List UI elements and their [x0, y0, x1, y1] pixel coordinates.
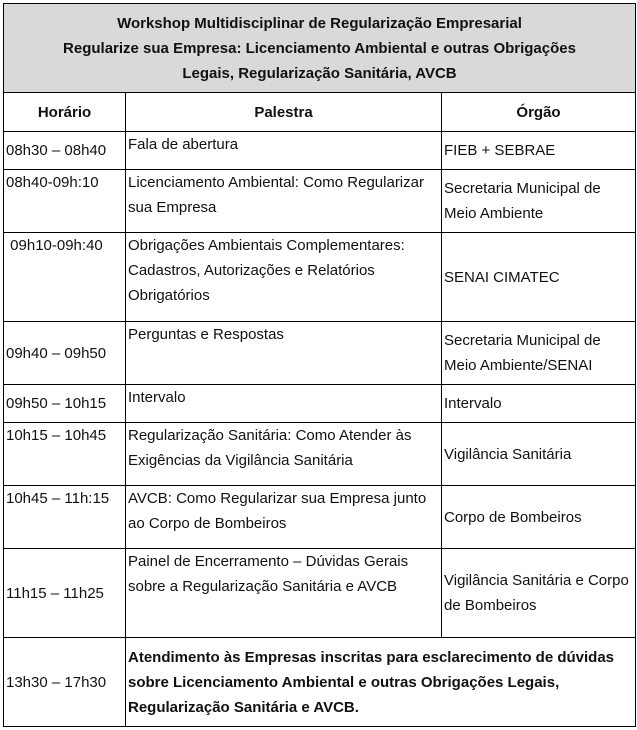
table-row [4, 233, 636, 322]
row-org: Vigilância Sanitária e Corpo de Bombeiros [442, 549, 636, 638]
row-org: Secretaria Municipal de Meio Ambiente [442, 170, 636, 233]
row-time: 11h15 – 11h25 [4, 549, 126, 638]
row-talk: AVCB: Como Regularizar sua Empresa junto ao Corpo de Bombeiros [126, 486, 442, 549]
table-row [4, 132, 636, 170]
table-row [4, 423, 636, 486]
table-row [4, 322, 636, 385]
row-talk: Regularização Sanitária: Como Atender às Exigências da Vigilância Sanitária [126, 423, 442, 486]
header-org: Órgão [442, 93, 636, 132]
row-org: Intervalo [442, 385, 636, 423]
row-time: 08h40-09h:10 [4, 170, 126, 233]
table-row [4, 486, 636, 549]
row-time: 13h30 – 17h30 [4, 638, 126, 727]
row-org: FIEB + SEBRAE [442, 132, 636, 170]
row-talk: Licenciamento Ambiental: Como Regularizar sua Empresa [126, 170, 442, 233]
row-talk: Intervalo [126, 385, 442, 423]
agenda-table [3, 3, 636, 727]
row-time: 10h45 – 11h:15 [4, 486, 126, 549]
row-org: SENAI CIMATEC [442, 233, 636, 322]
row-talk: Obrigações Ambientais Complementares: Cadastros, Autorizações e Relatórios Obrigatórios [126, 233, 442, 322]
title-line-2: Regularize sua Empresa: Licenciamento Ambiental e outras Obrigações [63, 39, 576, 57]
row-talk: Fala de abertura [126, 132, 442, 170]
table-row [4, 170, 636, 233]
table-title [4, 4, 636, 93]
row-talk: Perguntas e Respostas [126, 322, 442, 385]
title-line-3: Legais, Regularização Sanitária, AVCB [182, 64, 457, 82]
row-time: 09h40 – 09h50 [4, 322, 126, 385]
row-talk: Painel de Encerramento – Dúvidas Gerais sobre a Regularização Sanitária e AVCB [126, 549, 442, 638]
title-row [4, 4, 636, 93]
table-row-final [4, 638, 636, 727]
header-time: Horário [4, 93, 126, 132]
row-time: 09h50 – 10h15 [4, 385, 126, 423]
service-note: Atendimento às Empresas inscritas para esclarecimento de dúvidas sobre Licenciamento Ambiental e outras Obrigações Legais, Regularização Sanitária e AVCB. [126, 638, 636, 727]
header-row [4, 93, 636, 132]
row-org: Secretaria Municipal de Meio Ambiente/SENAI [442, 322, 636, 385]
title-line-1: Workshop Multidisciplinar de Regularização Empresarial [117, 14, 522, 32]
table-row [4, 385, 636, 423]
row-time: 08h30 – 08h40 [4, 132, 126, 170]
header-talk: Palestra [126, 93, 442, 132]
row-org: Vigilância Sanitária [442, 423, 636, 486]
row-time: 09h10-09h:40 [4, 233, 126, 322]
table-row [4, 549, 636, 638]
row-org: Corpo de Bombeiros [442, 486, 636, 549]
row-time: 10h15 – 10h45 [4, 423, 126, 486]
